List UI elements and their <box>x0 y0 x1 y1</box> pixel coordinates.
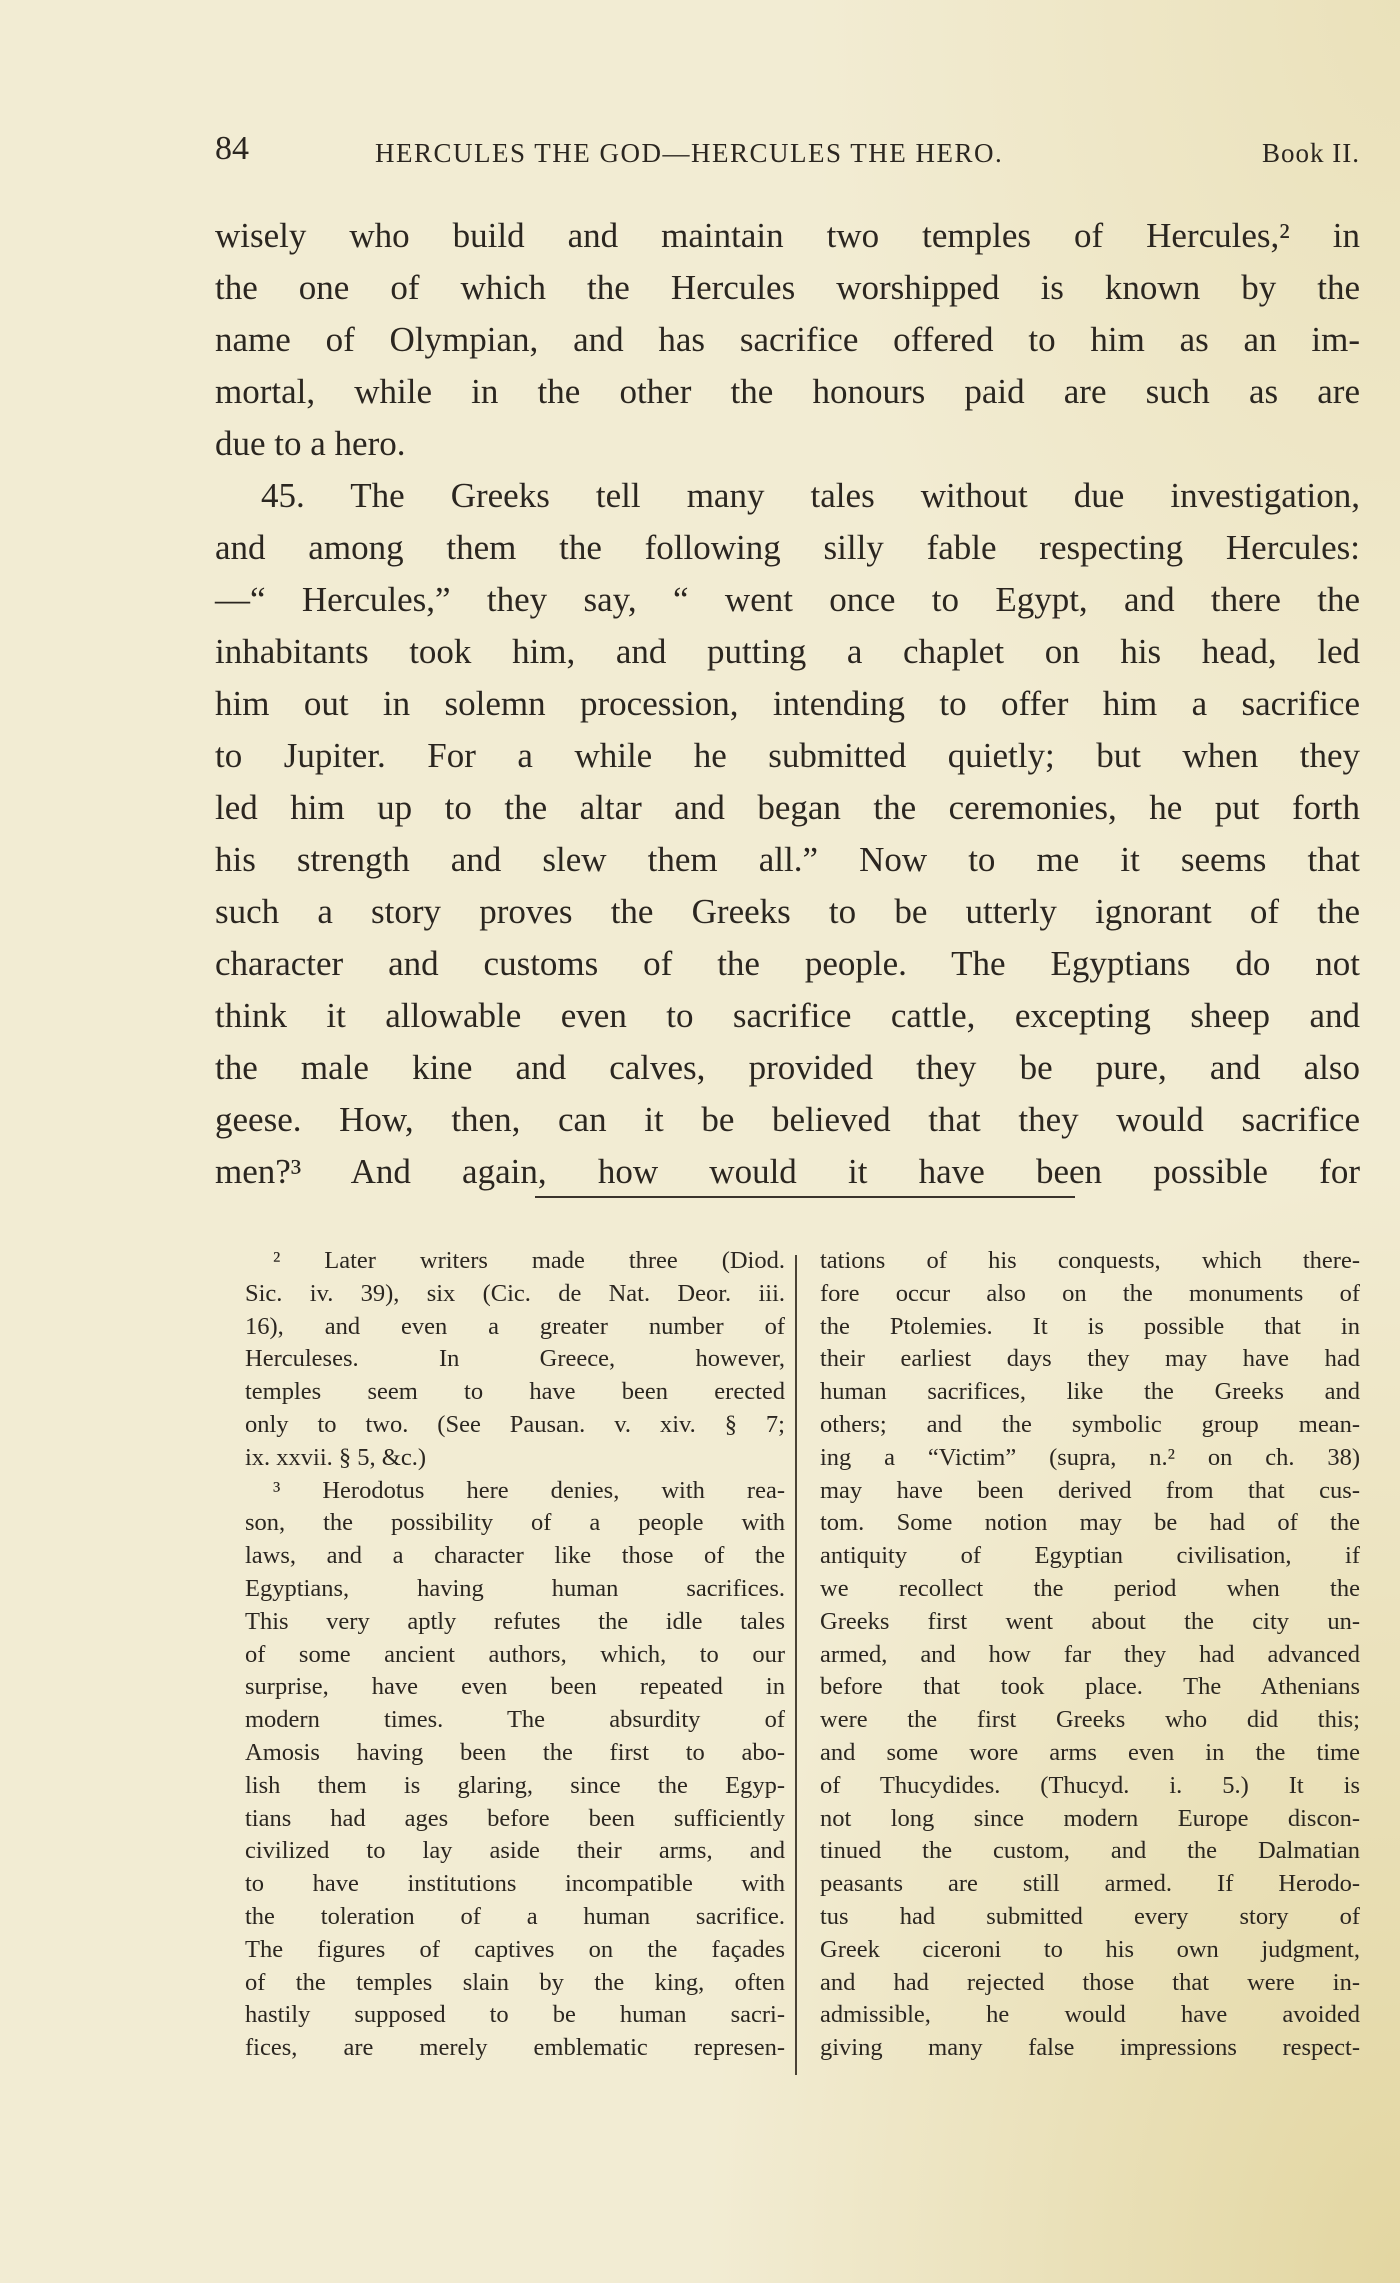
main-line: 45. The Greeks tell many tales without due investigation, <box>261 476 1360 515</box>
main-line: the one of which the Hercules worshipped is known by the <box>215 268 1360 307</box>
footnote-line: the Ptolemies. It is possible that in <box>820 1312 1360 1340</box>
footnote-line: tians had ages before been sufficiently <box>245 1804 785 1832</box>
footnote-line: the toleration of a human sacrifice. <box>245 1902 785 1930</box>
main-line: geese. How, then, can it be believed that they would sacrifice <box>215 1100 1360 1139</box>
footnote-line: This very aptly refutes the idle tales <box>245 1607 785 1635</box>
footnote-line: tinued the custom, and the Dalmatian <box>820 1837 1360 1865</box>
footnote-line: surprise, have even been repeated in <box>245 1673 785 1701</box>
book-label: Book II. <box>1262 138 1360 168</box>
main-line: such a story proves the Greeks to be utterly ignorant of the <box>215 892 1360 931</box>
main-line: due to a hero. <box>215 424 406 463</box>
footnote-line: lish them is glaring, since the Egyp- <box>245 1771 785 1799</box>
footnote-line: laws, and a character like those of the <box>245 1542 785 1570</box>
footnote-line: tom. Some notion may be had of the <box>820 1509 1360 1537</box>
page-number: 84 <box>215 130 249 167</box>
footnote-line: human sacrifices, like the Greeks and <box>820 1378 1360 1406</box>
footnote-line: others; and the symbolic group mean- <box>820 1410 1360 1438</box>
footnote-line: of the temples slain by the king, often <box>245 1968 785 1996</box>
footnote-line: of Thucydides. (Thucyd. i. 5.) It is <box>820 1771 1360 1799</box>
footnotes-left-column <box>245 1245 785 2065</box>
main-line: wisely who build and maintain two temples of Hercules,² in <box>215 216 1360 255</box>
footnote-line: tations of his conquests, which there- <box>820 1247 1360 1274</box>
footnote-line: only to two. (See Pausan. v. xiv. § 7; <box>245 1410 785 1438</box>
footnote-line: armed, and how far they had advanced <box>820 1640 1360 1668</box>
running-header <box>215 130 1360 170</box>
footnote-line: and some wore arms even in the time <box>820 1738 1360 1766</box>
footnote-line: before that took place. The Athenians <box>820 1673 1360 1701</box>
footnote-line: Amosis having been the first to abo- <box>245 1738 785 1766</box>
footnote-line: hastily supposed to be human sacri- <box>245 2001 785 2029</box>
footnote-line: temples seem to have been erected <box>245 1378 785 1406</box>
footnote-line: ix. xxvii. § 5, &c.) <box>245 1443 427 1471</box>
running-title: HERCULES THE GOD—HERCULES THE HERO. <box>375 138 1004 168</box>
footnote-line: their earliest days they may have had <box>820 1345 1360 1373</box>
footnote-line: Greek ciceroni to his own judgment, <box>820 1935 1360 1963</box>
footnote-line: 16), and even a greater number of <box>245 1312 785 1340</box>
footnote-line: civilized to lay aside their arms, and <box>245 1837 785 1865</box>
main-line: character and customs of the people. The Egyptians do not <box>215 944 1360 983</box>
footnote-line: to have institutions incompatible with <box>245 1870 785 1898</box>
footnote-line: son, the possibility of a people with <box>245 1509 785 1537</box>
footnote-line: were the first Greeks who did this; <box>820 1706 1360 1734</box>
footnote-line: peasants are still armed. If Herodo- <box>820 1870 1360 1898</box>
footnote-line: of some ancient authors, which, to our <box>245 1640 785 1668</box>
footnote-line: The figures of captives on the façades <box>245 1935 785 1963</box>
footnote-line: Sic. iv. 39), six (Cic. de Nat. Deor. iii. <box>245 1279 785 1307</box>
footnote-line: Herculeses. In Greece, however, <box>245 1345 785 1373</box>
main-line: men?³ And again, how would it have been possible for <box>215 1152 1360 1191</box>
footnote-line: fices, are merely emblematic represen- <box>245 2034 785 2062</box>
main-text <box>215 210 1360 1198</box>
main-line: his strength and slew them all.” Now to me it seems that <box>215 840 1360 879</box>
footnote-line: giving many false impressions respect- <box>820 2034 1360 2062</box>
footnotes-right-column <box>820 1245 1360 2065</box>
footnote-rule <box>535 1196 1075 1198</box>
footnote-line: ² Later writers made three (Diod. <box>273 1247 785 1274</box>
footnote-line: may have been derived from that cus- <box>820 1476 1360 1504</box>
main-line: him out in solemn procession, intending to offer him a sacrifice <box>215 684 1360 723</box>
main-line: and among them the following silly fable respecting Hercules: <box>215 528 1360 567</box>
main-line: inhabitants took him, and putting a chaplet on his head, led <box>215 632 1360 671</box>
main-line: led him up to the altar and began the ceremonies, he put forth <box>215 788 1360 827</box>
footnote-line: modern times. The absurdity of <box>245 1706 785 1734</box>
footnote-line: we recollect the period when the <box>820 1574 1360 1602</box>
footnote-line: not long since modern Europe discon- <box>820 1804 1360 1832</box>
footnote-line: antiquity of Egyptian civilisation, if <box>820 1542 1360 1570</box>
footnote-line: and had rejected those that were in- <box>820 1968 1360 1996</box>
main-line: mortal, while in the other the honours paid are such as are <box>215 372 1360 411</box>
column-divider <box>795 1255 797 2075</box>
footnote-line: ing a “Victim” (supra, n.² on ch. 38) <box>820 1443 1360 1471</box>
footnote-line: admissible, he would have avoided <box>820 2001 1360 2029</box>
main-line: —“ Hercules,” they say, “ went once to Egypt, and there the <box>215 580 1360 619</box>
main-line: to Jupiter. For a while he submitted quietly; but when they <box>215 736 1360 775</box>
footnotes <box>245 1245 1365 2085</box>
main-line: think it allowable even to sacrifice cattle, excepting sheep and <box>215 996 1360 1035</box>
footnote-line: ³ Herodotus here denies, with rea- <box>273 1476 785 1504</box>
footnote-line: fore occur also on the monuments of <box>820 1279 1360 1307</box>
main-line: name of Olympian, and has sacrifice offered to him as an im- <box>215 320 1360 359</box>
footnote-line: tus had submitted every story of <box>820 1902 1360 1930</box>
footnote-line: Greeks first went about the city un- <box>820 1607 1360 1635</box>
main-line: the male kine and calves, provided they be pure, and also <box>215 1048 1360 1087</box>
footnote-line: Egyptians, having human sacrifices. <box>245 1574 785 1602</box>
